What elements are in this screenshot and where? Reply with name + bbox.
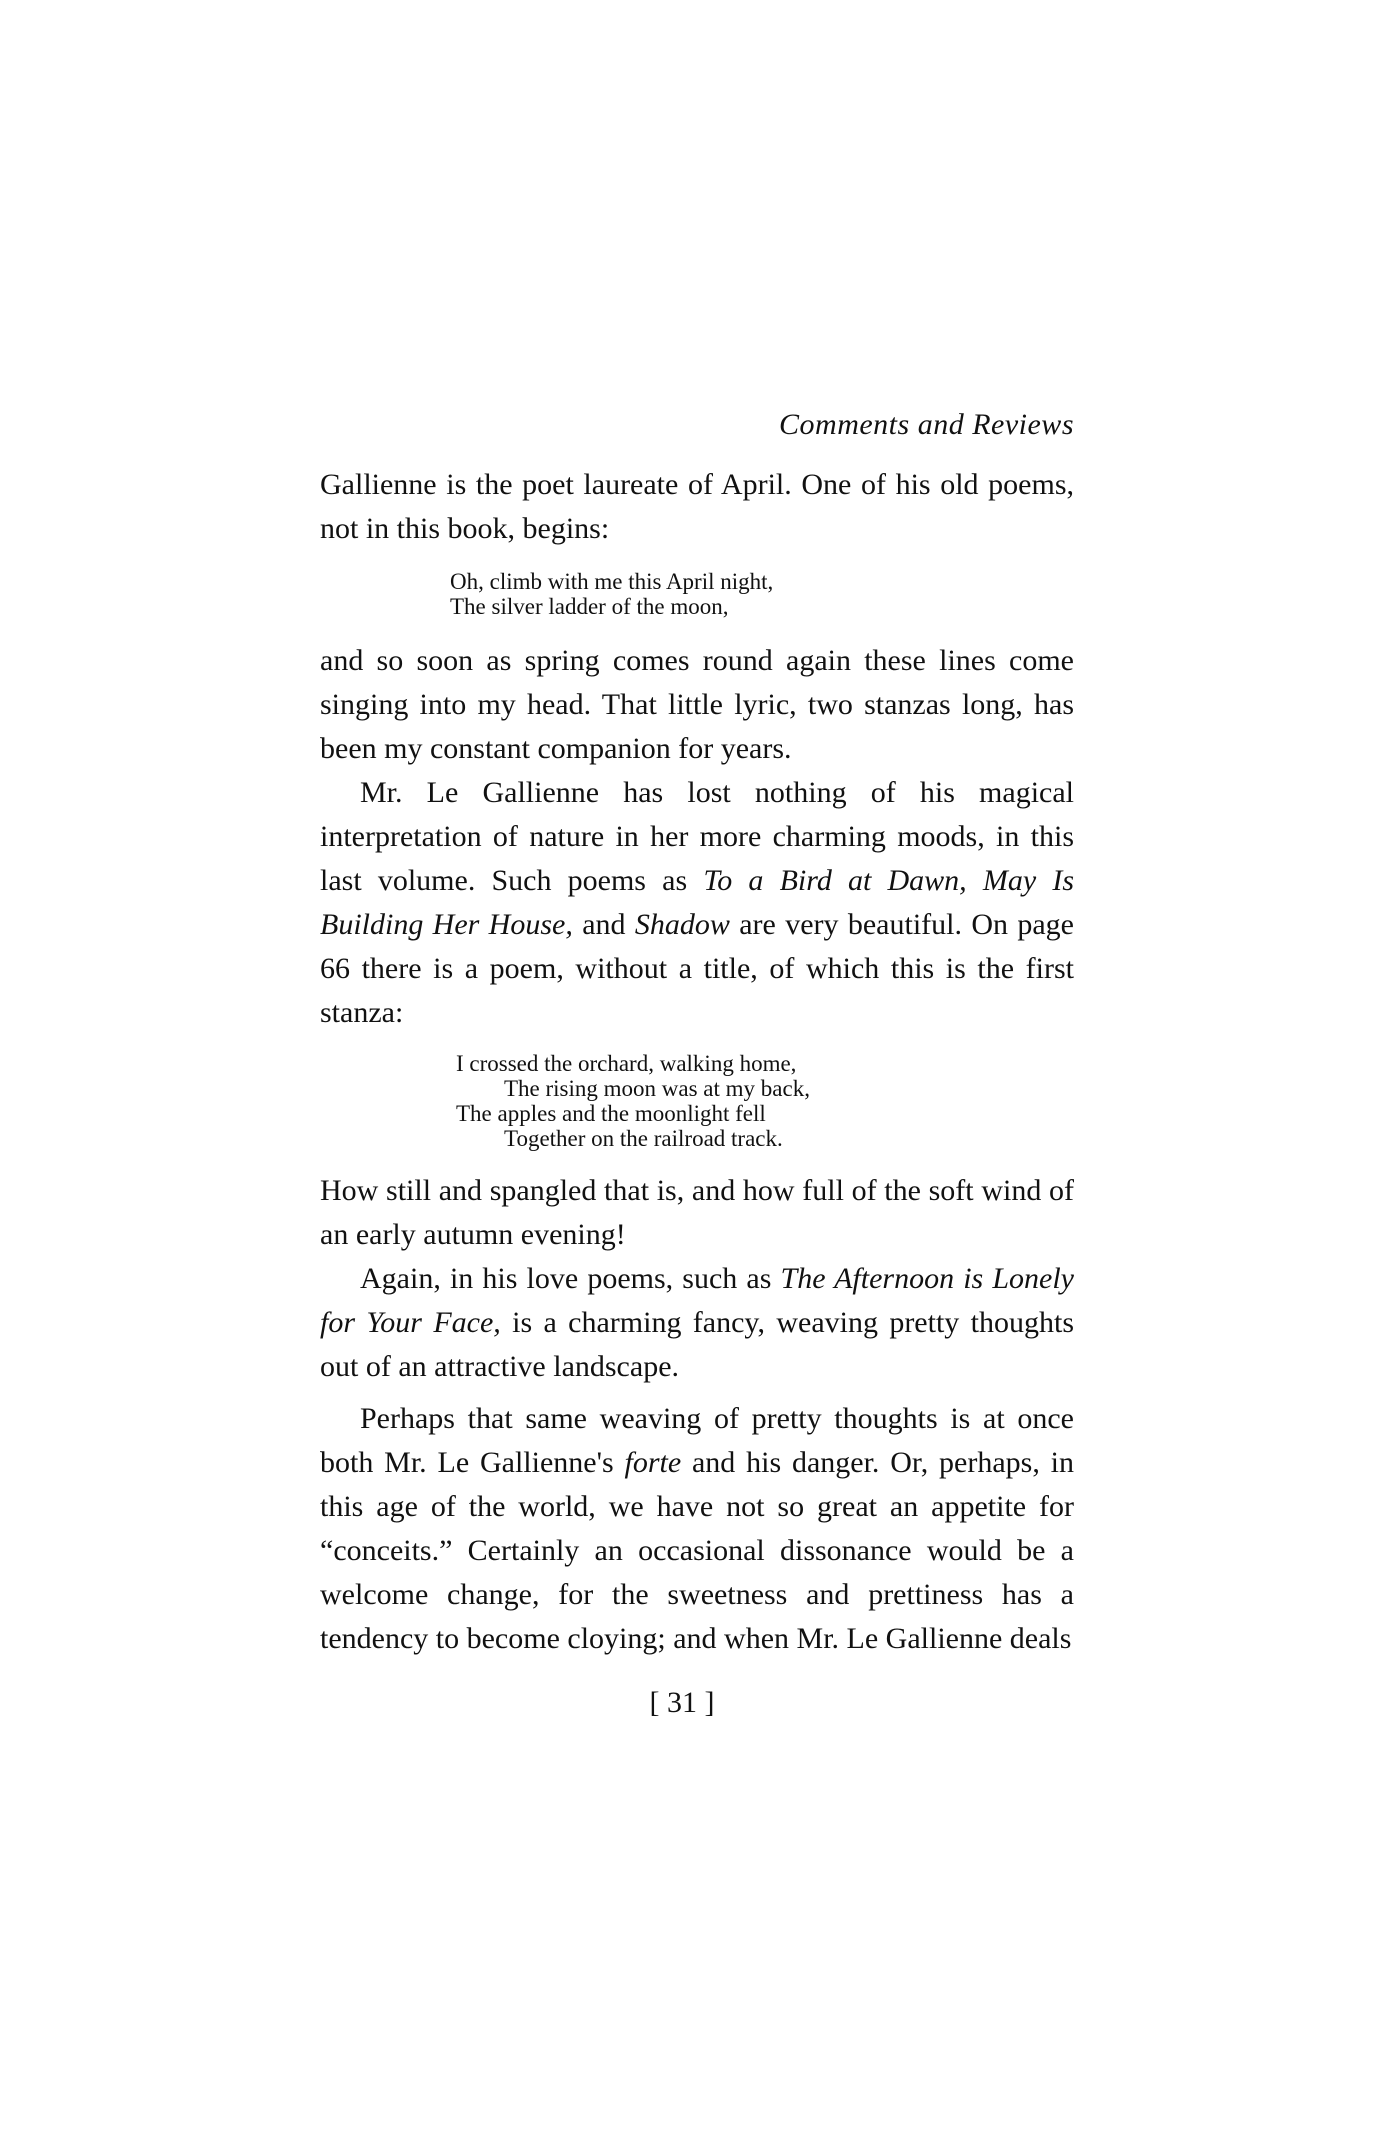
page-number: [ 31 ] bbox=[649, 1686, 715, 1719]
paragraph-3-text-c: are very beautiful. On page 66 there is a poem, without a title, of which this is the first stanza: bbox=[320, 908, 1074, 1029]
poem-title-shadow: Shadow bbox=[634, 908, 730, 941]
verse-line: The rising moon was at my back, bbox=[504, 1076, 810, 1101]
paragraph-5-text-b: is a charming fancy, weaving pretty thoughts out of an attractive landscape. bbox=[320, 1306, 1074, 1383]
paragraph-6-text-b: and his danger. Or, perhaps, in this age of the world, we have not so great an appetite for “conceits.” Certainly an occasional dissonance would be a welcome change, for the sweetness and prettiness has a tendency to become cloying; and when Mr. Le Gallienne deals bbox=[320, 1446, 1074, 1655]
verse-line: Oh, climb with me this April night, bbox=[450, 569, 774, 594]
paragraph-3 bbox=[320, 771, 1074, 1035]
paragraph-6-text-a: Perhaps that same weaving of pretty thoughts is at once both Mr. Le Gallienne's bbox=[320, 1402, 1074, 1479]
paragraph-6 bbox=[320, 1397, 1074, 1661]
verse-line: I crossed the orchard, walking home, bbox=[456, 1051, 797, 1076]
verse-quote-1 bbox=[320, 569, 1074, 619]
paragraph-5-text-a: Again, in his love poems, such as bbox=[360, 1262, 781, 1295]
verse-quote-2 bbox=[320, 1051, 1074, 1151]
paragraph-3-text-a: Mr. Le Gallienne has lost nothing of his magical interpretation of nature in her more charming moods, in this last volume. Such poems as bbox=[320, 776, 1074, 897]
verse-line: The apples and the moonlight fell bbox=[456, 1101, 766, 1126]
verse-line: The silver ladder of the moon, bbox=[450, 594, 729, 619]
forte-word: forte bbox=[624, 1446, 682, 1479]
paragraph-1: Gallienne is the poet laureate of April. One of his old poems, not in this book, begins: bbox=[320, 468, 1074, 545]
poem-titles: To a Bird at Dawn, May Is Building Her House, bbox=[320, 864, 1074, 941]
running-head: Comments and Reviews bbox=[779, 408, 1074, 441]
verse-line: Together on the railroad track. bbox=[504, 1126, 783, 1151]
paragraph-2: and so soon as spring comes round again these lines come singing into my head. That little lyric, two stanzas long, has been my constant companion for years. bbox=[320, 644, 1074, 765]
paragraph-5 bbox=[320, 1257, 1074, 1389]
paragraph-3-text-b: and bbox=[572, 908, 635, 941]
page-content bbox=[320, 405, 1074, 1723]
paragraph-4: How still and spangled that is, and how full of the soft wind of an early autumn evening! bbox=[320, 1174, 1074, 1251]
poem-title-afternoon: The Afternoon is Lonely for Your Face, bbox=[320, 1262, 1074, 1339]
